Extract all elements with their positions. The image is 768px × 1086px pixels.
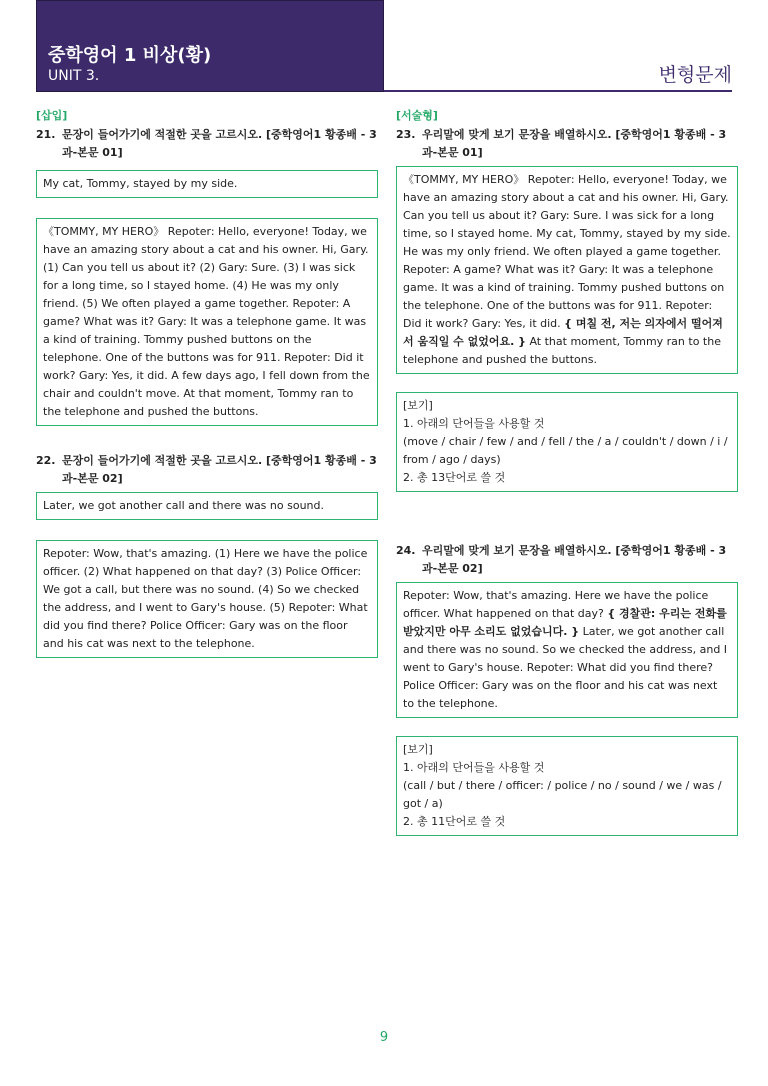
- header-banner: [36, 0, 384, 92]
- question-number: 24.: [396, 544, 416, 557]
- question-number: 21.: [36, 128, 56, 141]
- question-24-passage: [396, 582, 738, 718]
- question-category-tag: [삽입]: [36, 109, 68, 122]
- question-text: 문장이 들어가기에 적절한 곳을 고르시오. [중학영어1 황종배 - 3과-본문 01]: [62, 128, 377, 159]
- book-title: 중학영어 1 비상(황): [48, 45, 212, 66]
- passage-text: Repoter: Wow, that's amazing. Here we have the police officer. What happened on that day?: [403, 589, 709, 620]
- question-22-passage: Repoter: Wow, that's amazing. (1) Here we have the police officer. (2) What happened on that day? (3) Police Officer: We got a call, but there was no sound. (4) So we checked the address, and I went to Gary's house. (5) Repoter: What did you find there? Police Officer: Gary was on the floor and his cat was next to the telephone.: [36, 540, 378, 658]
- bogi-condition: 2. 총 11단어로 쓸 것: [403, 815, 506, 828]
- right-column: [396, 108, 738, 836]
- bogi-condition: 1. 아래의 단어들을 사용할 것: [403, 417, 545, 430]
- passage-text: Later, we got another call and there was no sound. So we checked the address, and I went to Gary's house. Repoter: What did you find there? Police Officer: Gary was on the floor and his cat was next to the telephone.: [403, 625, 728, 710]
- bogi-title: [보기]: [403, 399, 433, 412]
- question-21-prompt: [36, 126, 378, 162]
- section-type-label: 변형문제: [658, 64, 732, 86]
- bogi-word-list: (move / chair / few / and / fell / the / a / couldn't / down / i / from / ago / days): [403, 435, 728, 466]
- question-24-bogi-box: [396, 736, 738, 836]
- question-21-passage: 《TOMMY, MY HERO》 Repoter: Hello, everyone! Today, we have an amazing story about a cat and his owner. Hi, Gary. (1) Can you tell us about it? (2) Gary: Sure. (3) I was sick for a long time, so I stayed home. (4) He was my only friend. (5) We often played a game together. Repoter: A game? What was it? Gary: It was a telephone game. It was a kind of training. Tommy pushed buttons on the telephone. One of the buttons was for 911. Repoter: Did it work? Gary: Yes, it did. A few days ago, I fell down from the chair and couldn't move. At that moment, Tommy ran to the telephone and pushed the buttons.: [36, 218, 378, 426]
- question-23-bogi-box: [396, 392, 738, 492]
- question-category-tag: [서술형]: [396, 109, 438, 122]
- page-number: 9: [379, 1030, 389, 1045]
- question-number: 23.: [396, 128, 416, 141]
- question-text: 우리말에 맞게 보기 문장을 배열하시오. [중학영어1 황종배 - 3과-본문 01]: [422, 128, 727, 159]
- question-23-passage: [396, 166, 738, 374]
- bogi-condition: 2. 총 13단어로 쓸 것: [403, 471, 506, 484]
- passage-text: 《TOMMY, MY HERO》 Repoter: Hello, everyone! Today, we have an amazing story about a cat and his owner. Hi, Gary. Can you tell us about it? Gary: Sure. I was sick for a long time, so I stayed home. My cat, Tommy, stayed by my side. He was my only friend. We often played a game together. Repoter: A game? What was it? Gary: It was a telephone game. It was a kind of training. Tommy pushed buttons on the telephone. One of the buttons was for 911. Repoter: Did it work? Gary: Yes, it did.: [403, 173, 731, 330]
- question-23-prompt: [396, 126, 738, 162]
- question-text: 문장이 들어가기에 적절한 곳을 고르시오. [중학영어1 황종배 - 3과-본문 02]: [62, 454, 377, 485]
- unit-label: UNIT 3.: [48, 68, 100, 84]
- question-24-prompt: [396, 542, 738, 578]
- question-22-given-sentence: Later, we got another call and there was no sound.: [36, 492, 378, 520]
- question-22-prompt: [36, 452, 378, 488]
- question-text: 우리말에 맞게 보기 문장을 배열하시오. [중학영어1 황종배 - 3과-본문 02]: [422, 544, 727, 575]
- passage-text: At that moment, Tommy ran to the telephone and pushed the buttons.: [403, 335, 721, 366]
- korean-prompt: { 경찰관: 우리는 전화를 받았지만 아무 소리도 없었습니다. }: [403, 607, 727, 638]
- korean-prompt: { 며칠 전, 저는 의자에서 떨어져서 움직일 수 없었어요. }: [403, 317, 723, 348]
- bogi-title: [보기]: [403, 743, 433, 756]
- question-number: 22.: [36, 454, 56, 467]
- question-21-given-sentence: My cat, Tommy, stayed by my side.: [36, 170, 378, 198]
- left-column: [36, 108, 378, 658]
- bogi-word-list: (call / but / there / officer: / police / no / sound / we / was / got / a): [403, 779, 722, 810]
- header-divider: [384, 90, 732, 92]
- bogi-condition: 1. 아래의 단어들을 사용할 것: [403, 761, 545, 774]
